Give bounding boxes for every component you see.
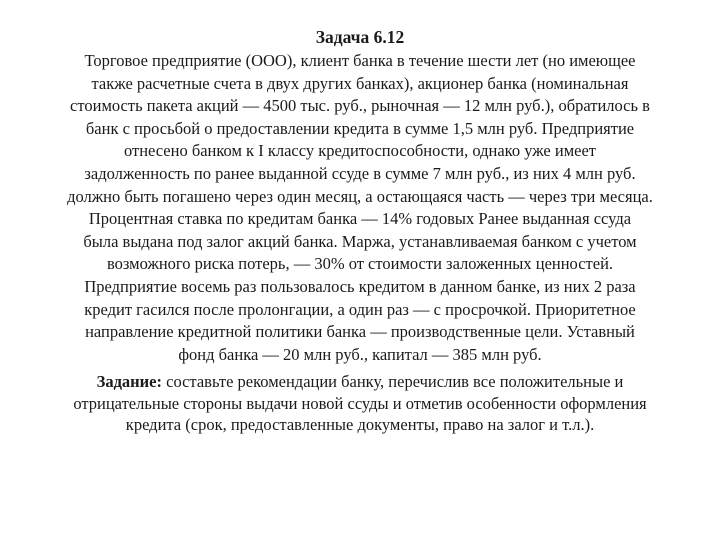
problem-text [44,50,676,366]
problem-line: отнесено банком к I классу кредитоспособности, однако уже имеет [123,141,597,161]
task-label: Задание: [96,372,162,391]
problem-line: должно быть погашено через один месяц, а остающаяся часть — через три месяца. [67,186,653,206]
task-line: кредита (срок, предоставленные документы, право на залог и т.л.). [125,415,595,434]
task-first-line-rest: составьте рекомендации банку, перечислив все положительные и [162,372,624,391]
problem-line: Предприятие восемь раз пользовалось кредитом в данном банке, из них 2 раза [84,276,636,296]
problem-line: фонд банка — 20 млн руб., капитал — 385 млн руб. [178,344,542,364]
problem-line: стоимость пакета акций — 4500 тыс. руб., рыночная — 12 млн руб.), обратилось в [70,96,650,116]
problem-line: задолженность по ранее выданной ссуде в сумме 7 млн руб., из них 4 млн руб. [84,163,636,183]
problem-line: банк с просьбой о предоставлении кредита в сумме 1,5 млн руб. Предприятие [85,118,635,138]
problem-line: возможного риска потерь, — 30% от стоимости заложенных ценностей. [106,254,614,274]
problem-line: была выдана под залог акций банка. Маржа, устанавливаемая банком с учетом [83,231,637,251]
problem-line: Процентная ставка по кредитам банка — 14% годовых Ранее выданная ссуда [88,209,632,229]
problem-line: Торговое предприятие (ООО), клиент банка в течение шести лет (но имеющее [84,51,636,70]
task-text [44,371,676,436]
document-title: Задача 6.12 [315,27,405,47]
task-line: отрицательные стороны выдачи новой ссуды и отметив особенности оформления [73,393,647,413]
problem-line: также расчетные счета в двух других банках), акционер банка (номинальная [91,73,629,93]
problem-line: кредит гасился после пролонгации, а один раз — с просрочкой. Приоритетное [84,299,636,319]
task-first-line [44,371,676,393]
problem-line: направление кредитной политики банка — производственные цели. Уставный [85,322,635,342]
